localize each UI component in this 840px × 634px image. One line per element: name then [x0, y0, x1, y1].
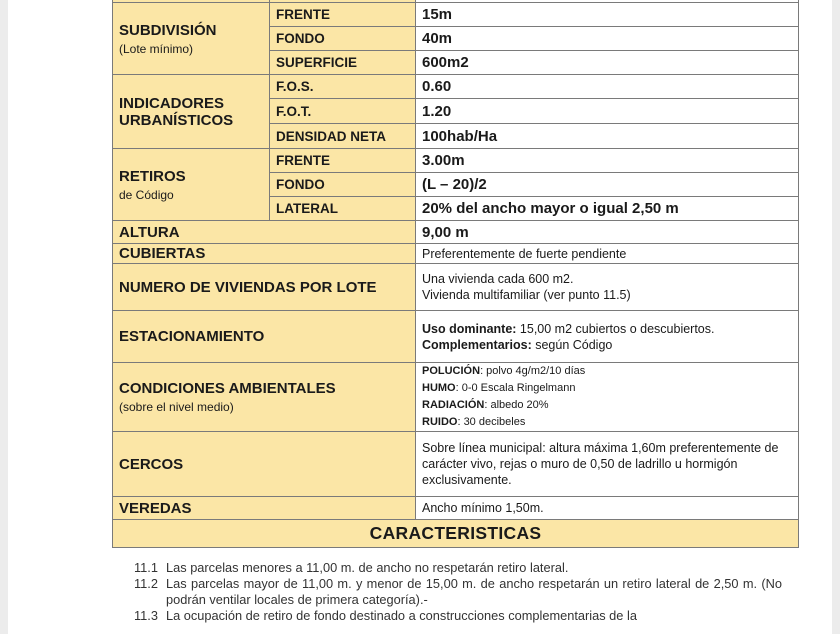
subdivision-fondo-label: FONDO [270, 27, 416, 51]
subdivision-label: SUBDIVISIÓN [119, 21, 217, 39]
ambientales-category-cell [113, 363, 416, 432]
retiros-frente-value: 3.00m [416, 149, 799, 173]
altura-label: ALTURA [113, 221, 416, 244]
viviendas-value-cell [416, 264, 799, 311]
viviendas-label: NUMERO DE VIVIENDAS POR LOTE [113, 264, 416, 311]
note-text: Las parcelas menores a 11,00 m. de ancho no respetarán retiro lateral. [166, 560, 569, 575]
polucion-value: : polvo 4g/m2/10 días [480, 365, 586, 377]
retiros-category-cell [113, 149, 270, 221]
cercos-value: Sobre línea municipal: altura máxima 1,60m preferentemente de carácter vivo, rejas o muro de 0,50 de ladrillo u hormigón exclusivamente. [416, 432, 799, 497]
subdivision-frente-label: FRENTE [270, 3, 416, 27]
note-number: 11.1 [134, 560, 158, 575]
estacionamiento-comp-value: según Código [531, 337, 613, 352]
estacionamiento-comp-label: Complementarios: [422, 337, 532, 352]
viviendas-line-2: Vivienda multifamiliar (ver punto 11.5) [422, 288, 631, 302]
veredas-row [113, 497, 799, 520]
ruido-label: RUIDO [422, 416, 458, 428]
cubiertas-row [113, 244, 799, 264]
indicadores-fot-value: 1.20 [416, 99, 799, 124]
retiros-frente-label: FRENTE [270, 149, 416, 173]
viviendas-row [113, 264, 799, 311]
altura-value: 9,00 m [416, 221, 799, 244]
note-number: 11.2 [134, 576, 158, 591]
indicadores-fos-label: F.O.S. [270, 75, 416, 99]
subdivision-fondo-value: 40m [416, 27, 799, 51]
ambientales-value-cell [416, 363, 799, 432]
veredas-label: VEREDAS [113, 497, 416, 520]
retiros-label: RETIROS [119, 167, 186, 185]
indicadores-label-line-2: URBANÍSTICOS [119, 111, 234, 129]
polucion-label: POLUCIÓN [422, 365, 481, 377]
altura-row [113, 221, 799, 244]
subdivision-frente-value: 15m [416, 3, 799, 27]
estacionamiento-value-cell [416, 311, 799, 363]
retiros-frente-row [113, 149, 799, 173]
indicadores-fos-value: 0.60 [416, 75, 799, 99]
cubiertas-label: CUBIERTAS [113, 244, 416, 264]
subdivision-frente-row [113, 3, 799, 27]
estacionamiento-uso-label: Uso dominante: [422, 321, 517, 336]
note-item [134, 560, 782, 576]
ambientales-row [113, 363, 799, 432]
cercos-row [113, 432, 799, 497]
zoning-table [112, 0, 799, 548]
indicadores-fot-label: F.O.T. [270, 99, 416, 124]
retiros-sublabel: de Código [119, 187, 174, 202]
subdivision-superficie-label: SUPERFICIE [270, 51, 416, 75]
cubiertas-value: Preferentemente de fuerte pendiente [416, 244, 799, 264]
subdivision-category-cell [113, 3, 270, 75]
note-item [134, 576, 782, 608]
retiros-lateral-value: 20% del ancho mayor o igual 2,50 m [416, 197, 799, 221]
note-text: Las parcelas mayor de 11,00 m. y menor de 15,00 m. de ancho respetarán un retiro lateral de 2,50 m. (No podrán ventilar locales de primera categoría).- [166, 576, 782, 607]
estacionamiento-label: ESTACIONAMIENTO [113, 311, 416, 363]
note-item [134, 608, 782, 624]
cercos-label: CERCOS [113, 432, 416, 497]
document-page [8, 0, 832, 634]
indicadores-label-line-1: INDICADORES [119, 94, 225, 112]
note-text: La ocupación de retiro de fondo destinado a construcciones complementarias de la [166, 608, 637, 623]
subdivision-sublabel: (Lote mínimo) [119, 41, 194, 56]
humo-label: HUMO [422, 382, 456, 394]
radiacion-value: : albedo 20% [484, 399, 549, 411]
caracteristicas-header-row [113, 520, 799, 548]
estacionamiento-uso-value: 15,00 m2 cubiertos o descubiertos. [516, 321, 715, 336]
veredas-value: Ancho mínimo 1,50m. [416, 497, 799, 520]
indicadores-densidad-label: DENSIDAD NETA [270, 124, 416, 149]
retiros-lateral-label: LATERAL [270, 197, 416, 221]
viviendas-line-1: Una vivienda cada 600 m2. [422, 272, 574, 286]
subdivision-superficie-value: 600m2 [416, 51, 799, 75]
estacionamiento-row [113, 311, 799, 363]
retiros-fondo-label: FONDO [270, 173, 416, 197]
note-number: 11.3 [134, 608, 158, 623]
retiros-fondo-value: (L – 20)/2 [416, 173, 799, 197]
indicadores-category-cell [113, 75, 270, 149]
ambientales-label: CONDICIONES AMBIENTALES [119, 380, 336, 397]
ambientales-sublabel: (sobre el nivel medio) [119, 400, 234, 414]
notes-list [134, 560, 782, 624]
radiacion-label: RADIACIÓN [422, 399, 485, 411]
indicadores-fos-row [113, 75, 799, 99]
indicadores-densidad-value: 100hab/Ha [416, 124, 799, 149]
ruido-value: : 30 decibeles [457, 416, 526, 428]
humo-value: : 0-0 Escala Ringelmann [455, 382, 576, 394]
caracteristicas-title: CARACTERISTICAS [113, 520, 799, 548]
